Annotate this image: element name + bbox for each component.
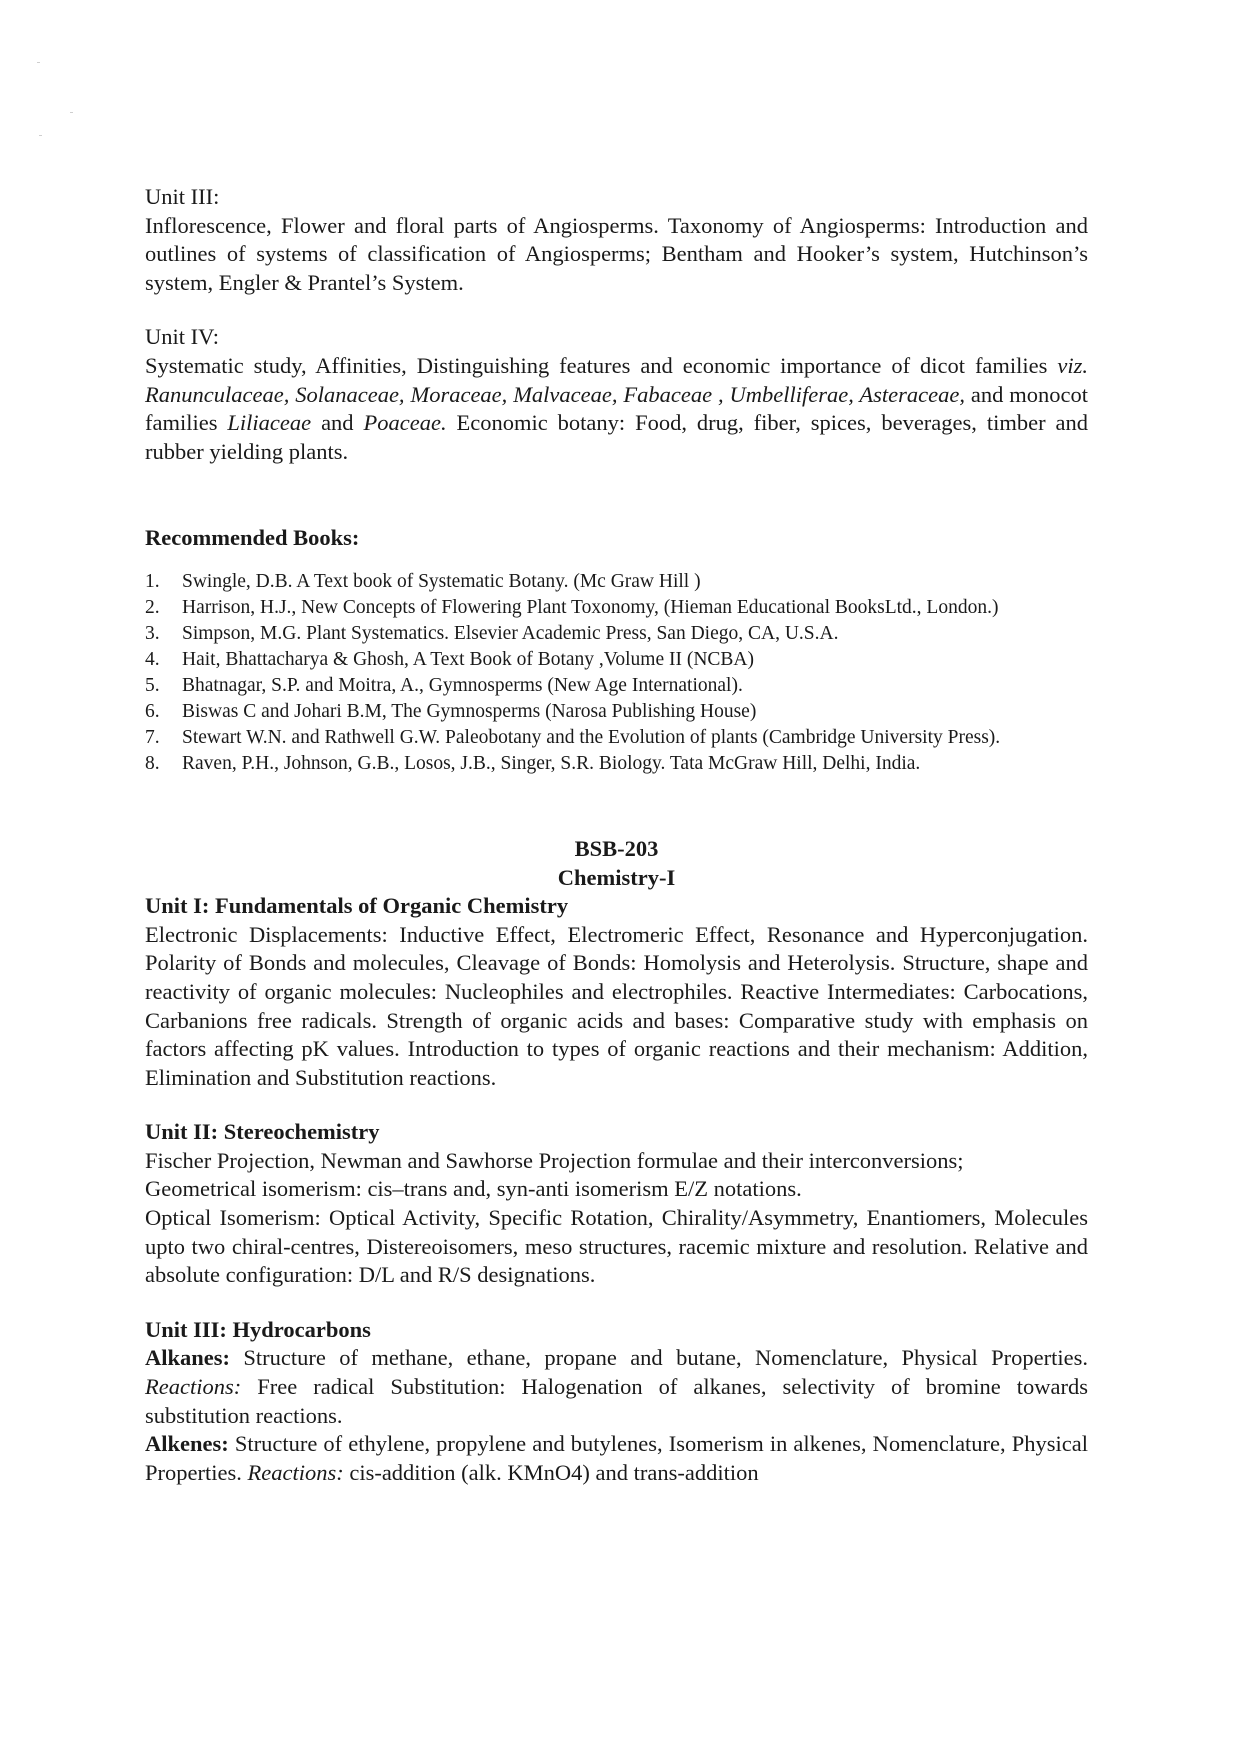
book-list	[145, 569, 1088, 777]
section-heading: Recommended Books:	[145, 525, 360, 551]
body-text: Economic botany: Food, drug, fiber, spices, beverages, timber and rubber yielding plants.	[145, 410, 1088, 464]
dicot-families: Ranunculaceae, Solanaceae, Moraceae, Malvaceae, Fabaceae , Umbelliferae, Asteraceae,	[145, 381, 965, 407]
book-item	[145, 725, 1088, 751]
scan-speck	[37, 62, 40, 63]
book-title: Raven, P.H., Johnson, G.B., Losos, J.B., Singer, S.R. Biology. Tata McGraw Hill, Delhi, India.	[182, 752, 921, 774]
document-page	[145, 183, 1088, 1487]
body-text: Systematic study, Affinities, Distinguishing features and economic importance of dicot families	[145, 352, 1058, 378]
book-number: 4.	[145, 648, 160, 670]
botany-unit-3	[145, 183, 1088, 297]
scan-speck	[39, 135, 42, 136]
book-item	[145, 621, 1088, 647]
unit-heading: Unit III:	[145, 184, 220, 209]
chemistry-unit-1	[145, 892, 1088, 1092]
book-title: Harrison, H.J., New Concepts of Flowering Plant Toxonomy, (Hieman Educational BooksLtd., London.)	[182, 596, 999, 618]
book-number: 3.	[145, 622, 160, 644]
botany-unit-4	[145, 323, 1088, 466]
book-item	[145, 751, 1088, 777]
unit-body: Inflorescence, Flower and floral parts of Angiosperms. Taxonomy of Angiosperms: Introduction and outlines of systems of classification of Angiosperms; Bentham and Hooker’s system, Hutchinson’s system, Engler & Prantel’s System.	[145, 212, 1088, 295]
unit-heading: Unit III: Hydrocarbons	[145, 1316, 371, 1342]
book-title: Bhatnagar, S.P. and Moitra, A., Gymnosperms (New Age International).	[182, 674, 743, 696]
book-number: 8.	[145, 752, 160, 774]
book-number: 1.	[145, 570, 160, 592]
course-name: Chemistry-I	[557, 864, 676, 890]
body-text: and	[311, 410, 364, 436]
chemistry-unit-2	[145, 1118, 1088, 1290]
body-text: Free radical Substitution: Halogenation of alkanes, selectivity of bromine towards substitution reactions.	[145, 1374, 1088, 1428]
recommended-books	[145, 524, 1088, 777]
italic-term: viz.	[1057, 352, 1088, 378]
chemistry-unit-3	[145, 1316, 1088, 1488]
course-code: BSB-203	[574, 835, 659, 861]
book-number: 5.	[145, 674, 160, 696]
bold-term: Alkanes:	[145, 1345, 231, 1371]
scan-speck	[70, 112, 73, 113]
italic-term: Reactions:	[145, 1374, 242, 1400]
book-number: 6.	[145, 700, 160, 722]
book-item	[145, 595, 1088, 621]
body-line: Fischer Projection, Newman and Sawhorse Projection formulae and their interconversions;	[145, 1147, 964, 1173]
body-line: Geometrical isomerism: cis–trans and, syn-anti isomerism E/Z notations.	[145, 1176, 802, 1202]
body-text: Structure of methane, ethane, propane and butane, Nomenclature, Physical Properties.	[230, 1345, 1088, 1371]
book-number: 7.	[145, 726, 160, 748]
body-text: and monocot families	[145, 381, 1088, 436]
unit-heading: Unit IV:	[145, 324, 219, 350]
book-title: Stewart W.N. and Rathwell G.W. Paleobotany and the Evolution of plants (Cambridge University Press).	[182, 726, 1001, 748]
book-item	[145, 647, 1088, 673]
body-text: Structure of ethylene, propylene and butylenes, Isomerism in alkenes, Nomenclature, Physical Properties.	[145, 1431, 1088, 1485]
book-title: Hait, Bhattacharya & Ghosh, A Text Book of Botany ,Volume II (NCBA)	[182, 648, 755, 670]
unit-heading: Unit II: Stereochemistry	[145, 1119, 380, 1145]
alkanes-paragraph	[145, 1344, 1088, 1430]
italic-term: Reactions:	[247, 1459, 344, 1485]
bold-term: Alkenes:	[145, 1431, 229, 1457]
body-text: cis-addition (alk. KMnO4) and trans-addition	[343, 1459, 759, 1485]
book-title: Swingle, D.B. A Text book of Systematic Botany. (Mc Graw Hill )	[182, 570, 701, 592]
unit-heading: Unit I: Fundamentals of Organic Chemistry	[145, 893, 569, 919]
book-item	[145, 569, 1088, 595]
unit-body: Electronic Displacements: Inductive Effect, Electromeric Effect, Resonance and Hyperconjugation. Polarity of Bonds and molecules, Cleavage of Bonds: Homolysis and Heterolysis. Structure, shape and reactivity of organic molecules: Nucleophiles and electrophiles. Reactive Intermediates: Carbocations, Carbanions free radicals. Strength of organic acids and bases: Comparative study with emphasis on factors affecting pK values. Introduction to types of organic reactions and their mechanism: Addition, Elimination and Substitution reactions.	[145, 921, 1088, 1090]
unit-body	[145, 352, 1088, 466]
book-number: 2.	[145, 596, 160, 618]
book-item	[145, 699, 1088, 725]
course-header	[145, 835, 1088, 892]
book-title: Biswas C and Johari B.M, The Gymnosperms (Narosa Publishing House)	[182, 700, 757, 722]
book-title: Simpson, M.G. Plant Systematics. Elsevier Academic Press, San Diego, CA, U.S.A.	[182, 622, 839, 644]
alkenes-paragraph	[145, 1430, 1088, 1487]
unit-body: Optical Isomerism: Optical Activity, Specific Rotation, Chirality/Asymmetry, Enantiomers, Molecules upto two chiral-centres, Distereoisomers, meso structures, racemic mixture and resolution. Relative and absolute configuration: D/L and R/S designations.	[145, 1205, 1088, 1288]
italic-term: Poaceae.	[363, 410, 447, 436]
italic-term: Liliaceae	[227, 410, 312, 436]
book-item	[145, 673, 1088, 699]
